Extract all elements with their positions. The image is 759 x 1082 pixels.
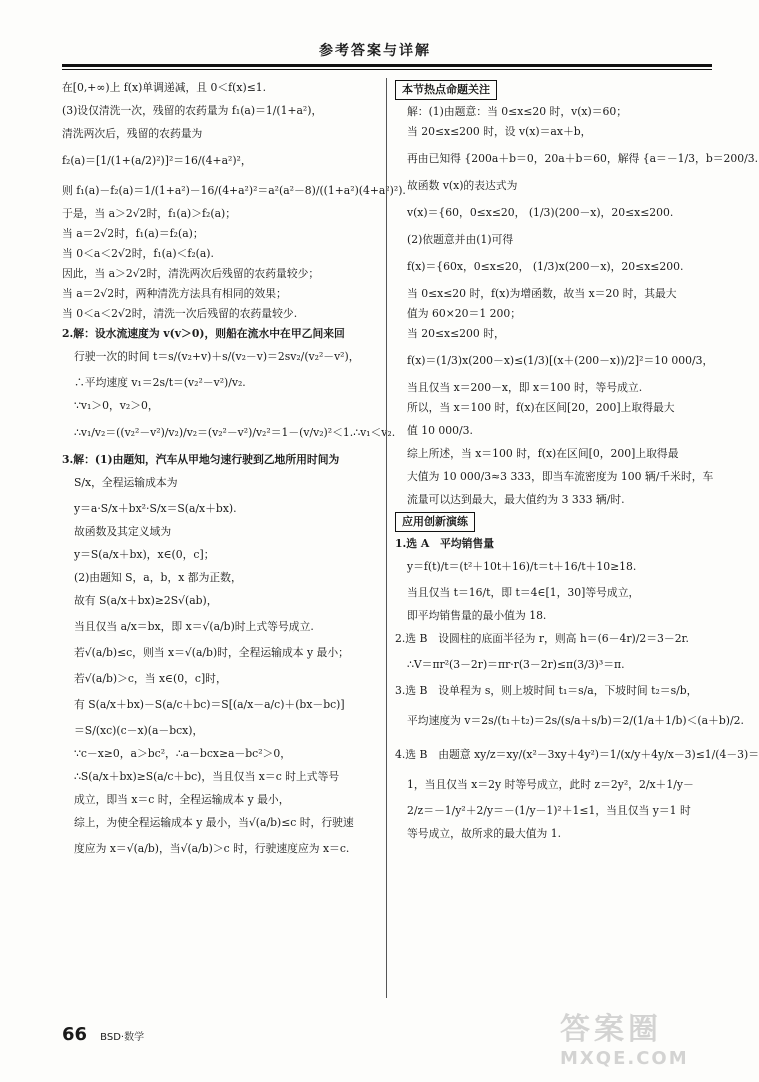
text-line: ∴平均速度 v₁＝2s/t＝(v₂²－v²)/v₂.	[74, 376, 246, 389]
text-line: 2/z＝－1/y²＋2/y＝－(1/y－1)²＋1≤1，当且仅当 y＝1 时	[407, 804, 691, 817]
text-line: 当且仅当 x＝200－x，即 x＝100 时，等号成立.	[407, 381, 643, 394]
text-line: 当 0＜a＜2√2时，f₁(a)＜f₂(a).	[62, 247, 214, 260]
text-line: f(x)＝{60x，0≤x≤20， (1/3)x(200－x)，20≤x≤200.	[407, 260, 684, 273]
text-line: f(x)＝(1/3)x(200－x)≤(1/3)[(x＋(200－x))/2]²＝10 000/3，	[407, 354, 714, 367]
text-line: 度应为 x＝√(a/b)，当√(a/b)＞c 时，行驶速度应为 x＝c.	[74, 842, 350, 855]
text-line: 1，当且仅当 x＝2y 时等号成立，此时 z＝2y²，2/x＋1/y－	[407, 778, 694, 791]
watermark-logo-text: 答案圈	[560, 1012, 662, 1047]
text-line: 当 20≤x≤200 时，	[407, 327, 505, 340]
text-line: y＝S(a/x＋bx)，x∈(0，c]；	[74, 548, 215, 561]
text-line: 当 0≤x≤20 时，f(x)为增函数，故当 x＝20 时，其最大	[407, 287, 677, 300]
text-line: ＝S/(xc)(c－x)(a－bcx)，	[74, 724, 204, 737]
text-line: 行驶一次的时间 t＝s/(v₂+v)＋s/(v₂－v)＝2sv₂/(v₂²－v²)，	[74, 350, 360, 363]
text-line: 若√(a/b)≤c，则当 x＝√(a/b)时，全程运输成本 y 最小；	[74, 646, 349, 659]
text-line: 综上，为使全程运输成本 y 最小，当√(a/b)≤c 时，行驶速	[74, 816, 354, 829]
page-number: 66	[62, 1024, 88, 1045]
text-line: ∴V＝πr²(3－2r)＝πr·r(3－2r)≤π(3/3)³＝π.	[407, 658, 625, 671]
section-heading-row	[395, 78, 713, 102]
text-line: 于是，当 a＞2√2时，f₁(a)＞f₂(a)；	[62, 207, 237, 220]
text-line: 当 20≤x≤200 时，设 v(x)＝ax＋b，	[407, 125, 592, 138]
text-line: v(x)＝{60，0≤x≤20， (1/3)(200－x)，20≤x≤200.	[407, 206, 674, 219]
text-line: 当 a＝2√2时，两种清洗方法具有相同的效果；	[62, 287, 287, 300]
text-line: 在[0,+∞)上 f(x)单调递减，且 0＜f(x)≤1.	[62, 81, 267, 94]
text-line: 3.解：(1)由题知，汽车从甲地匀速行驶到乙地所用时间为	[62, 453, 340, 466]
text-line: 3.选 B 设单程为 s，则上坡时间 t₁＝s/a，下坡时间 t₂＝s/b，	[395, 684, 698, 697]
text-line: 2.选 B 设圆柱的底面半径为 r，则高 h＝(6－4r)/2＝3－2r.	[395, 632, 689, 645]
text-line: 清洗两次后，残留的农药量为	[62, 127, 203, 140]
text-line: 2.解：设水流速度为 v(v＞0)，则船在流水中在甲乙间来回	[62, 327, 345, 340]
text-line: 流量可以达到最大，最大值约为 3 333 辆/时.	[407, 493, 625, 506]
book-code: BSD·数学	[100, 1032, 145, 1043]
section-heading: 本节热点命题关注	[395, 80, 497, 100]
text-line: 再由已知得 {200a＋b＝0，20a＋b＝60，解得 {a＝－1/3，b＝200/3.	[407, 152, 759, 165]
text-line: 平均速度为 v＝2s/(t₁＋t₂)＝2s/(s/a＋s/b)＝2/(1/a＋1/b)＜(a＋b)/2.	[407, 714, 744, 727]
text-line: 综上所述，当 x＝100 时，f(x)在区间[0，200]上取得最	[407, 447, 679, 460]
text-line: 故函数 v(x)的表达式为	[407, 179, 518, 192]
text-line: y＝a·S/x＋bx²·S/x＝S(a/x＋bx).	[74, 502, 237, 515]
column-divider	[386, 78, 387, 998]
text-line: 等号成立，故所求的最大值为 1.	[407, 827, 562, 840]
text-line: 值 10 000/3.	[407, 424, 473, 437]
text-line: 故有 S(a/x＋bx)≥2S√(ab)，	[74, 594, 218, 607]
text-line: ∴v₁/v₂＝((v₂²－v²)/v₂)/v₂＝(v₂²－v²)/v₂²＝1－(v/v₂)²＜1.∴v₁＜v₂.	[74, 426, 396, 439]
text-line: 解：(1)由题意：当 0≤x≤20 时，v(x)＝60；	[407, 105, 628, 118]
text-line: 当 0＜a＜2√2时，清洗一次后残留的农药量较少.	[62, 307, 298, 320]
text-line: 所以，当 x＝100 时，f(x)在区间[20，200]上取得最大	[407, 401, 675, 414]
left-column	[62, 78, 406, 862]
text-line: 4.选 B 由题意 xy/z＝xy/(x²－3xy＋4y²)＝1/(x/y＋4y/x－3)≤1/(4－3)＝	[395, 748, 759, 761]
text-line: ∴S(a/x＋bx)≥S(a/c＋bc)，当且仅当 x＝c 时上式等号	[74, 770, 340, 783]
section-heading-row	[395, 510, 713, 534]
text-line: 因此，当 a＞2√2时，清洗两次后残留的农药量较少；	[62, 267, 320, 280]
page-footer	[62, 1024, 144, 1045]
watermark-url: MXQE.COM	[560, 1048, 689, 1069]
text-line: 故函数及其定义域为	[74, 525, 172, 538]
right-column	[395, 78, 759, 844]
text-line: (3)设仅清洗一次，残留的农药量为 f₁(a)＝1/(1+a²)，	[62, 104, 323, 117]
text-line: 则 f₁(a)－f₂(a)＝1/(1+a²)－16/(4+a²)²＝a²(a²－8)/((1+a²)(4+a²)²).	[62, 184, 406, 197]
section-heading: 应用创新演练	[395, 512, 475, 532]
text-line: 1.选 A 平均销售量	[395, 537, 494, 550]
text-line: 即平均销售量的最小值为 18.	[407, 609, 547, 622]
header-rule-thick	[62, 64, 712, 67]
text-line: ∵c－x≥0，a＞bc²，∴a－bcx≥a－bc²＞0，	[74, 747, 292, 760]
text-line: 值为 60×20＝1 200；	[407, 307, 522, 320]
text-line: (2)由题知 S，a，b，x 都为正数，	[74, 571, 242, 584]
text-line: 当且仅当 t＝16/t，即 t＝4∈[1，30]等号成立，	[407, 586, 640, 599]
text-line: 大值为 10 000/3≈3 333，即当车流密度为 100 辆/千米时，车	[407, 470, 714, 483]
text-line: 有 S(a/x＋bx)－S(a/c＋bc)＝S[(a/x－a/c)＋(bx－bc)]	[74, 698, 345, 711]
text-line: 若√(a/b)＞c，当 x∈(0，c]时，	[74, 672, 227, 685]
text-line: S/x，全程运输成本为	[74, 476, 178, 489]
page-header-title: 参考答案与详解	[319, 43, 431, 59]
text-line: y＝f(t)/t＝(t²＋10t＋16)/t＝t＋16/t＋10≥18.	[407, 560, 637, 573]
header-rule-thin	[62, 69, 712, 70]
text-line: 成立，即当 x＝c 时，全程运输成本 y 最小，	[74, 793, 290, 806]
text-line: (2)依题意并由(1)可得	[407, 233, 514, 246]
watermark-logo	[560, 1004, 710, 1074]
text-line: 当且仅当 a/x＝bx，即 x＝√(a/b)时上式等号成立.	[74, 620, 314, 633]
text-line: f₂(a)＝[1/(1+(a/2)²)]²＝16/(4+a²)²，	[62, 154, 252, 167]
text-line: ∵v₁＞0，v₂＞0，	[74, 399, 159, 412]
text-line: 当 a＝2√2时，f₁(a)＝f₂(a)；	[62, 227, 204, 240]
